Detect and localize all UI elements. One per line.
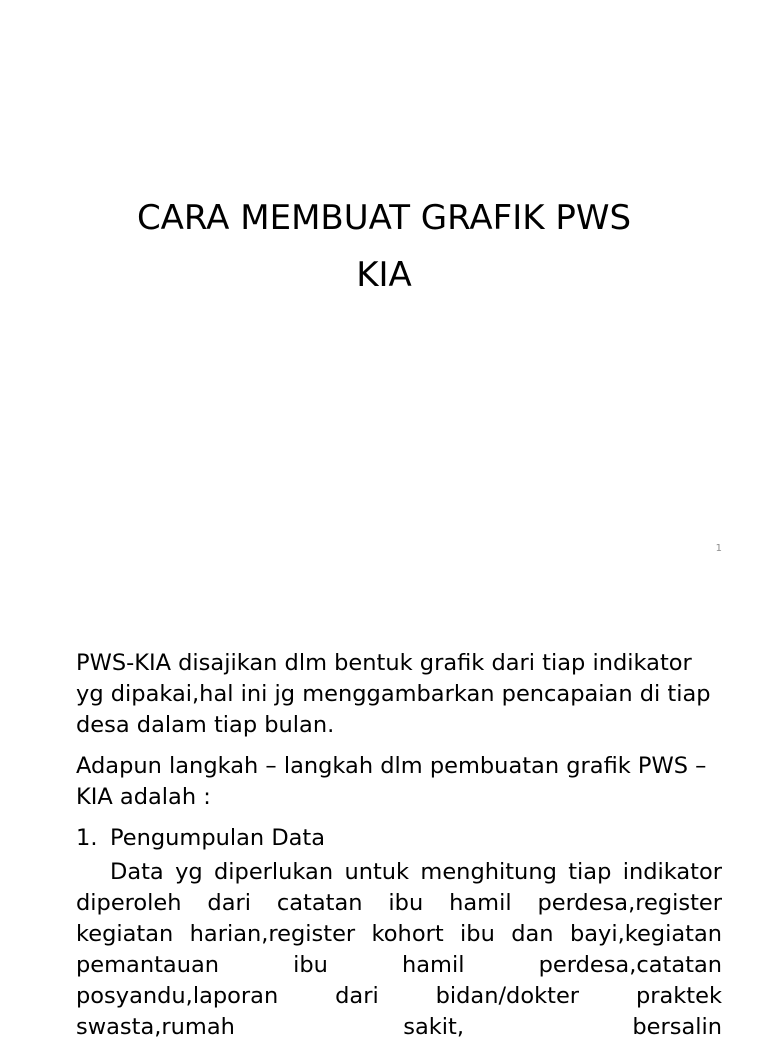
paragraph-intro: PWS-KIA disajikan dlm bentuk grafik dari tiap indikator yg dipakai,hal ini jg menggambarkan pencapaian di tiap desa dalam tiap bulan. (76, 650, 711, 738)
slide-title-line-1: CARA MEMBUAT GRAFIK PWS (136, 198, 632, 238)
slide-title-line-2: KIA (356, 255, 412, 295)
slide-body (76, 648, 722, 1043)
paragraph-steps-intro: Adapun langkah – langkah dlm pembuatan grafik PWS – KIA adalah : (76, 753, 707, 810)
slide-title (40, 190, 728, 304)
list-item-1 (76, 823, 722, 854)
page-number: 1 (715, 543, 722, 554)
list-item-number: 1. (76, 825, 98, 851)
list-item-label: Pengumpulan Data (110, 825, 326, 851)
paragraph-data-sources: Data yg diperlukan untuk menghitung tiap indikator diperoleh dari catatan ibu hamil perdesa,register kegiatan harian,register kohort ibu dan bayi,kegiatan pemantauan ibu hamil perdesa,catatan posyandu,laporan dari bidan/dokter praktek swasta,rumah sakit, bersalin (76, 859, 722, 1040)
content-slide (0, 576, 768, 1040)
